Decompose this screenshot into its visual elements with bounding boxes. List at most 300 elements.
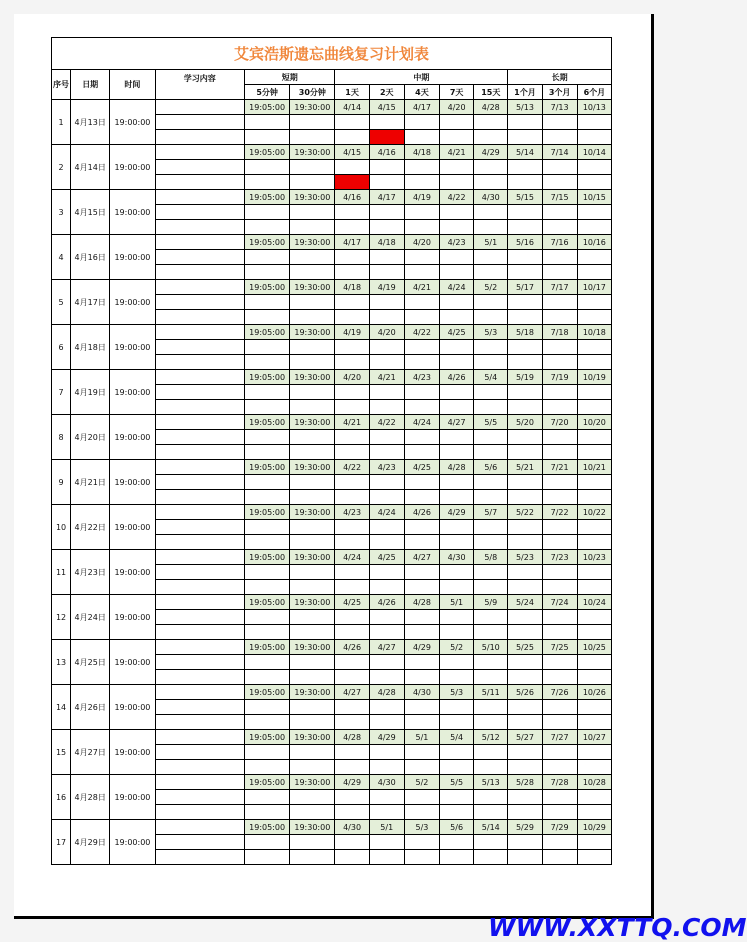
review-check-cell[interactable] [335, 565, 369, 580]
review-check-cell[interactable] [508, 355, 542, 370]
review-date-cell[interactable]: 7/27 [542, 730, 577, 745]
review-date-cell[interactable]: 5/1 [404, 730, 439, 745]
review-check-cell[interactable] [335, 385, 369, 400]
review-date-cell[interactable]: 7/23 [542, 550, 577, 565]
review-check-cell[interactable] [508, 565, 542, 580]
review-check-cell[interactable] [542, 625, 577, 640]
review-check-cell[interactable] [335, 745, 369, 760]
review-check-cell[interactable] [404, 445, 439, 460]
review-date-cell[interactable]: 4/29 [440, 505, 474, 520]
review-check-cell[interactable] [369, 790, 404, 805]
review-check-cell[interactable] [369, 535, 404, 550]
review-date-cell[interactable]: 5/1 [369, 820, 404, 835]
review-check-cell[interactable] [577, 175, 611, 190]
review-date-cell[interactable]: 4/21 [369, 370, 404, 385]
review-check-cell[interactable] [577, 610, 611, 625]
review-check-cell[interactable] [245, 160, 290, 175]
review-date-cell[interactable]: 19:05:00 [245, 235, 290, 250]
review-check-cell[interactable] [440, 220, 474, 235]
review-check-cell[interactable] [508, 625, 542, 640]
review-date-cell[interactable]: 19:30:00 [290, 685, 335, 700]
review-check-cell[interactable] [577, 700, 611, 715]
review-check-cell[interactable] [245, 670, 290, 685]
review-check-cell[interactable] [404, 715, 439, 730]
study-content-cell[interactable] [155, 265, 244, 280]
review-check-cell[interactable] [245, 295, 290, 310]
review-date-cell[interactable]: 19:05:00 [245, 685, 290, 700]
review-date-cell[interactable]: 10/14 [577, 145, 611, 160]
review-check-cell[interactable] [474, 670, 508, 685]
review-check-cell[interactable] [335, 340, 369, 355]
study-content-cell[interactable] [155, 580, 244, 595]
review-check-cell[interactable] [577, 115, 611, 130]
review-check-cell[interactable] [474, 535, 508, 550]
review-check-cell[interactable] [542, 115, 577, 130]
review-date-cell[interactable]: 19:05:00 [245, 550, 290, 565]
review-date-cell[interactable]: 4/24 [335, 550, 369, 565]
review-date-cell[interactable]: 4/21 [335, 415, 369, 430]
review-check-cell[interactable] [440, 205, 474, 220]
review-date-cell[interactable]: 19:05:00 [245, 415, 290, 430]
study-content-cell[interactable] [155, 325, 244, 340]
review-date-cell[interactable]: 19:05:00 [245, 640, 290, 655]
review-date-cell[interactable]: 4/26 [335, 640, 369, 655]
review-date-cell[interactable]: 4/16 [335, 190, 369, 205]
review-check-cell[interactable] [542, 835, 577, 850]
review-date-cell[interactable]: 10/13 [577, 100, 611, 115]
study-content-cell[interactable] [155, 415, 244, 430]
review-date-cell[interactable]: 4/21 [404, 280, 439, 295]
review-check-cell[interactable] [508, 835, 542, 850]
review-check-cell[interactable] [369, 340, 404, 355]
review-check-cell[interactable] [440, 520, 474, 535]
review-check-cell[interactable] [290, 250, 335, 265]
review-date-cell[interactable]: 19:30:00 [290, 145, 335, 160]
review-check-cell[interactable] [508, 160, 542, 175]
review-check-cell[interactable] [404, 655, 439, 670]
review-check-cell[interactable] [290, 295, 335, 310]
review-check-cell[interactable] [440, 655, 474, 670]
review-check-cell[interactable] [542, 355, 577, 370]
study-content-cell[interactable] [155, 730, 244, 745]
review-check-cell[interactable] [474, 220, 508, 235]
review-date-cell[interactable]: 10/24 [577, 595, 611, 610]
review-date-cell[interactable]: 5/4 [474, 370, 508, 385]
review-check-cell[interactable] [577, 400, 611, 415]
review-date-cell[interactable]: 4/30 [440, 550, 474, 565]
review-check-cell[interactable] [290, 580, 335, 595]
review-check-cell[interactable] [369, 205, 404, 220]
review-date-cell[interactable]: 4/29 [369, 730, 404, 745]
review-check-cell[interactable] [474, 700, 508, 715]
review-check-cell[interactable] [369, 520, 404, 535]
review-check-cell[interactable] [508, 205, 542, 220]
study-content-cell[interactable] [155, 430, 244, 445]
review-check-cell[interactable] [542, 475, 577, 490]
review-check-cell[interactable] [508, 535, 542, 550]
study-content-cell[interactable] [155, 295, 244, 310]
review-date-cell[interactable]: 19:30:00 [290, 550, 335, 565]
review-check-cell[interactable] [245, 850, 290, 865]
review-check-cell[interactable] [577, 445, 611, 460]
review-check-cell[interactable] [474, 490, 508, 505]
review-check-cell[interactable] [404, 130, 439, 145]
review-date-cell[interactable]: 5/5 [440, 775, 474, 790]
review-check-cell[interactable] [474, 130, 508, 145]
review-check-cell[interactable] [440, 805, 474, 820]
review-check-cell[interactable] [290, 790, 335, 805]
review-date-cell[interactable]: 4/15 [369, 100, 404, 115]
highlighted-cell[interactable] [335, 175, 369, 190]
review-check-cell[interactable] [508, 790, 542, 805]
highlighted-cell[interactable] [369, 130, 404, 145]
review-check-cell[interactable] [440, 130, 474, 145]
study-content-cell[interactable] [155, 475, 244, 490]
review-date-cell[interactable]: 4/28 [440, 460, 474, 475]
review-date-cell[interactable]: 10/29 [577, 820, 611, 835]
review-check-cell[interactable] [577, 520, 611, 535]
review-check-cell[interactable] [290, 355, 335, 370]
review-check-cell[interactable] [335, 445, 369, 460]
review-check-cell[interactable] [369, 295, 404, 310]
review-check-cell[interactable] [577, 835, 611, 850]
review-check-cell[interactable] [440, 535, 474, 550]
review-check-cell[interactable] [542, 220, 577, 235]
review-check-cell[interactable] [508, 295, 542, 310]
review-check-cell[interactable] [369, 625, 404, 640]
review-check-cell[interactable] [245, 175, 290, 190]
review-date-cell[interactable]: 4/18 [404, 145, 439, 160]
review-check-cell[interactable] [508, 670, 542, 685]
review-check-cell[interactable] [474, 580, 508, 595]
review-date-cell[interactable]: 5/14 [508, 145, 542, 160]
review-check-cell[interactable] [508, 130, 542, 145]
review-check-cell[interactable] [369, 175, 404, 190]
review-date-cell[interactable]: 5/2 [404, 775, 439, 790]
review-check-cell[interactable] [245, 385, 290, 400]
review-check-cell[interactable] [335, 250, 369, 265]
review-check-cell[interactable] [474, 355, 508, 370]
review-check-cell[interactable] [404, 385, 439, 400]
review-date-cell[interactable]: 19:05:00 [245, 460, 290, 475]
review-check-cell[interactable] [245, 610, 290, 625]
review-check-cell[interactable] [508, 115, 542, 130]
review-check-cell[interactable] [290, 655, 335, 670]
review-check-cell[interactable] [577, 745, 611, 760]
study-content-cell[interactable] [155, 235, 244, 250]
study-content-cell[interactable] [155, 190, 244, 205]
review-date-cell[interactable]: 5/6 [440, 820, 474, 835]
review-check-cell[interactable] [440, 850, 474, 865]
review-check-cell[interactable] [440, 760, 474, 775]
review-date-cell[interactable]: 5/13 [474, 775, 508, 790]
study-content-cell[interactable] [155, 385, 244, 400]
study-content-cell[interactable] [155, 775, 244, 790]
review-check-cell[interactable] [245, 310, 290, 325]
review-date-cell[interactable]: 10/23 [577, 550, 611, 565]
review-check-cell[interactable] [440, 580, 474, 595]
review-date-cell[interactable]: 5/7 [474, 505, 508, 520]
review-check-cell[interactable] [369, 160, 404, 175]
study-content-cell[interactable] [155, 805, 244, 820]
review-date-cell[interactable]: 7/24 [542, 595, 577, 610]
review-date-cell[interactable]: 4/17 [404, 100, 439, 115]
review-date-cell[interactable]: 7/21 [542, 460, 577, 475]
review-check-cell[interactable] [290, 430, 335, 445]
review-check-cell[interactable] [440, 700, 474, 715]
review-date-cell[interactable]: 4/22 [335, 460, 369, 475]
review-check-cell[interactable] [474, 400, 508, 415]
review-check-cell[interactable] [577, 805, 611, 820]
review-date-cell[interactable]: 4/26 [440, 370, 474, 385]
review-date-cell[interactable]: 10/27 [577, 730, 611, 745]
review-date-cell[interactable]: 5/20 [508, 415, 542, 430]
review-check-cell[interactable] [542, 340, 577, 355]
review-check-cell[interactable] [335, 655, 369, 670]
review-check-cell[interactable] [577, 670, 611, 685]
review-date-cell[interactable]: 7/25 [542, 640, 577, 655]
review-check-cell[interactable] [335, 715, 369, 730]
review-check-cell[interactable] [440, 430, 474, 445]
review-check-cell[interactable] [404, 805, 439, 820]
review-check-cell[interactable] [404, 430, 439, 445]
review-check-cell[interactable] [369, 430, 404, 445]
review-check-cell[interactable] [369, 760, 404, 775]
review-check-cell[interactable] [542, 490, 577, 505]
review-check-cell[interactable] [404, 760, 439, 775]
review-check-cell[interactable] [290, 205, 335, 220]
review-check-cell[interactable] [577, 265, 611, 280]
review-check-cell[interactable] [542, 805, 577, 820]
review-check-cell[interactable] [290, 490, 335, 505]
review-check-cell[interactable] [335, 580, 369, 595]
review-date-cell[interactable]: 10/19 [577, 370, 611, 385]
review-check-cell[interactable] [369, 490, 404, 505]
review-date-cell[interactable]: 19:30:00 [290, 190, 335, 205]
review-check-cell[interactable] [474, 115, 508, 130]
review-check-cell[interactable] [404, 850, 439, 865]
review-check-cell[interactable] [335, 205, 369, 220]
review-check-cell[interactable] [542, 310, 577, 325]
review-check-cell[interactable] [404, 310, 439, 325]
review-date-cell[interactable]: 7/14 [542, 145, 577, 160]
review-check-cell[interactable] [245, 430, 290, 445]
review-check-cell[interactable] [542, 850, 577, 865]
review-check-cell[interactable] [474, 340, 508, 355]
review-check-cell[interactable] [508, 385, 542, 400]
review-date-cell[interactable]: 4/24 [369, 505, 404, 520]
review-check-cell[interactable] [404, 790, 439, 805]
review-check-cell[interactable] [404, 475, 439, 490]
review-check-cell[interactable] [245, 700, 290, 715]
review-date-cell[interactable]: 5/24 [508, 595, 542, 610]
review-check-cell[interactable] [474, 445, 508, 460]
review-date-cell[interactable]: 4/18 [335, 280, 369, 295]
review-check-cell[interactable] [369, 565, 404, 580]
review-date-cell[interactable]: 4/18 [369, 235, 404, 250]
review-date-cell[interactable]: 4/28 [369, 685, 404, 700]
review-check-cell[interactable] [440, 400, 474, 415]
review-check-cell[interactable] [474, 625, 508, 640]
review-date-cell[interactable]: 4/29 [335, 775, 369, 790]
review-check-cell[interactable] [290, 565, 335, 580]
review-check-cell[interactable] [577, 655, 611, 670]
review-check-cell[interactable] [335, 625, 369, 640]
study-content-cell[interactable] [155, 205, 244, 220]
review-check-cell[interactable] [542, 205, 577, 220]
review-check-cell[interactable] [335, 310, 369, 325]
study-content-cell[interactable] [155, 130, 244, 145]
review-check-cell[interactable] [542, 655, 577, 670]
review-check-cell[interactable] [245, 340, 290, 355]
review-check-cell[interactable] [245, 745, 290, 760]
review-check-cell[interactable] [542, 580, 577, 595]
review-check-cell[interactable] [369, 355, 404, 370]
review-date-cell[interactable]: 10/18 [577, 325, 611, 340]
review-check-cell[interactable] [245, 715, 290, 730]
review-check-cell[interactable] [290, 745, 335, 760]
review-check-cell[interactable] [577, 310, 611, 325]
review-check-cell[interactable] [508, 610, 542, 625]
review-check-cell[interactable] [335, 220, 369, 235]
review-check-cell[interactable] [508, 175, 542, 190]
review-date-cell[interactable]: 4/17 [335, 235, 369, 250]
review-date-cell[interactable]: 19:05:00 [245, 145, 290, 160]
review-check-cell[interactable] [474, 265, 508, 280]
review-check-cell[interactable] [577, 580, 611, 595]
study-content-cell[interactable] [155, 700, 244, 715]
review-check-cell[interactable] [542, 790, 577, 805]
review-check-cell[interactable] [404, 520, 439, 535]
review-date-cell[interactable]: 10/25 [577, 640, 611, 655]
review-check-cell[interactable] [404, 205, 439, 220]
review-check-cell[interactable] [474, 745, 508, 760]
review-check-cell[interactable] [577, 160, 611, 175]
review-check-cell[interactable] [542, 535, 577, 550]
review-check-cell[interactable] [369, 850, 404, 865]
review-date-cell[interactable]: 5/2 [474, 280, 508, 295]
review-date-cell[interactable]: 19:30:00 [290, 325, 335, 340]
review-check-cell[interactable] [404, 700, 439, 715]
review-check-cell[interactable] [404, 175, 439, 190]
review-check-cell[interactable] [440, 745, 474, 760]
review-date-cell[interactable]: 7/13 [542, 100, 577, 115]
review-check-cell[interactable] [440, 790, 474, 805]
review-date-cell[interactable]: 19:05:00 [245, 190, 290, 205]
review-check-cell[interactable] [335, 850, 369, 865]
review-check-cell[interactable] [577, 430, 611, 445]
review-check-cell[interactable] [245, 400, 290, 415]
review-date-cell[interactable]: 4/20 [369, 325, 404, 340]
review-check-cell[interactable] [440, 670, 474, 685]
review-date-cell[interactable]: 19:30:00 [290, 235, 335, 250]
review-check-cell[interactable] [577, 295, 611, 310]
review-date-cell[interactable]: 10/21 [577, 460, 611, 475]
review-check-cell[interactable] [508, 220, 542, 235]
review-check-cell[interactable] [577, 625, 611, 640]
review-check-cell[interactable] [404, 115, 439, 130]
review-check-cell[interactable] [542, 445, 577, 460]
review-date-cell[interactable]: 5/23 [508, 550, 542, 565]
review-check-cell[interactable] [542, 430, 577, 445]
review-check-cell[interactable] [508, 250, 542, 265]
review-date-cell[interactable]: 4/19 [404, 190, 439, 205]
review-date-cell[interactable]: 4/20 [404, 235, 439, 250]
review-date-cell[interactable]: 4/30 [404, 685, 439, 700]
review-date-cell[interactable]: 5/14 [474, 820, 508, 835]
review-date-cell[interactable]: 4/27 [335, 685, 369, 700]
review-check-cell[interactable] [245, 520, 290, 535]
review-date-cell[interactable]: 10/16 [577, 235, 611, 250]
review-date-cell[interactable]: 19:05:00 [245, 100, 290, 115]
review-check-cell[interactable] [335, 130, 369, 145]
review-check-cell[interactable] [290, 160, 335, 175]
review-date-cell[interactable]: 5/4 [440, 730, 474, 745]
study-content-cell[interactable] [155, 145, 244, 160]
review-check-cell[interactable] [290, 475, 335, 490]
review-date-cell[interactable]: 7/28 [542, 775, 577, 790]
review-date-cell[interactable]: 4/16 [369, 145, 404, 160]
review-date-cell[interactable]: 10/20 [577, 415, 611, 430]
study-content-cell[interactable] [155, 160, 244, 175]
review-check-cell[interactable] [474, 385, 508, 400]
review-check-cell[interactable] [440, 115, 474, 130]
review-check-cell[interactable] [542, 610, 577, 625]
review-date-cell[interactable]: 4/22 [369, 415, 404, 430]
study-content-cell[interactable] [155, 370, 244, 385]
review-check-cell[interactable] [369, 400, 404, 415]
study-content-cell[interactable] [155, 490, 244, 505]
review-date-cell[interactable]: 7/22 [542, 505, 577, 520]
review-check-cell[interactable] [542, 400, 577, 415]
review-check-cell[interactable] [369, 715, 404, 730]
review-check-cell[interactable] [577, 220, 611, 235]
review-check-cell[interactable] [577, 340, 611, 355]
review-date-cell[interactable]: 4/27 [369, 640, 404, 655]
review-date-cell[interactable]: 5/11 [474, 685, 508, 700]
review-date-cell[interactable]: 4/22 [440, 190, 474, 205]
review-date-cell[interactable]: 5/16 [508, 235, 542, 250]
review-date-cell[interactable]: 4/21 [440, 145, 474, 160]
review-check-cell[interactable] [335, 115, 369, 130]
review-check-cell[interactable] [474, 475, 508, 490]
review-check-cell[interactable] [404, 835, 439, 850]
review-check-cell[interactable] [369, 805, 404, 820]
study-content-cell[interactable] [155, 115, 244, 130]
review-date-cell[interactable]: 19:30:00 [290, 730, 335, 745]
review-check-cell[interactable] [369, 385, 404, 400]
review-check-cell[interactable] [577, 790, 611, 805]
review-check-cell[interactable] [245, 835, 290, 850]
review-check-cell[interactable] [404, 340, 439, 355]
review-check-cell[interactable] [404, 670, 439, 685]
review-check-cell[interactable] [245, 535, 290, 550]
study-content-cell[interactable] [155, 535, 244, 550]
review-check-cell[interactable] [245, 580, 290, 595]
review-check-cell[interactable] [474, 715, 508, 730]
review-date-cell[interactable]: 7/17 [542, 280, 577, 295]
study-content-cell[interactable] [155, 640, 244, 655]
review-check-cell[interactable] [508, 400, 542, 415]
review-date-cell[interactable]: 7/16 [542, 235, 577, 250]
review-check-cell[interactable] [440, 490, 474, 505]
review-check-cell[interactable] [474, 205, 508, 220]
review-check-cell[interactable] [245, 355, 290, 370]
review-check-cell[interactable] [542, 520, 577, 535]
review-check-cell[interactable] [335, 790, 369, 805]
study-content-cell[interactable] [155, 820, 244, 835]
review-check-cell[interactable] [335, 295, 369, 310]
